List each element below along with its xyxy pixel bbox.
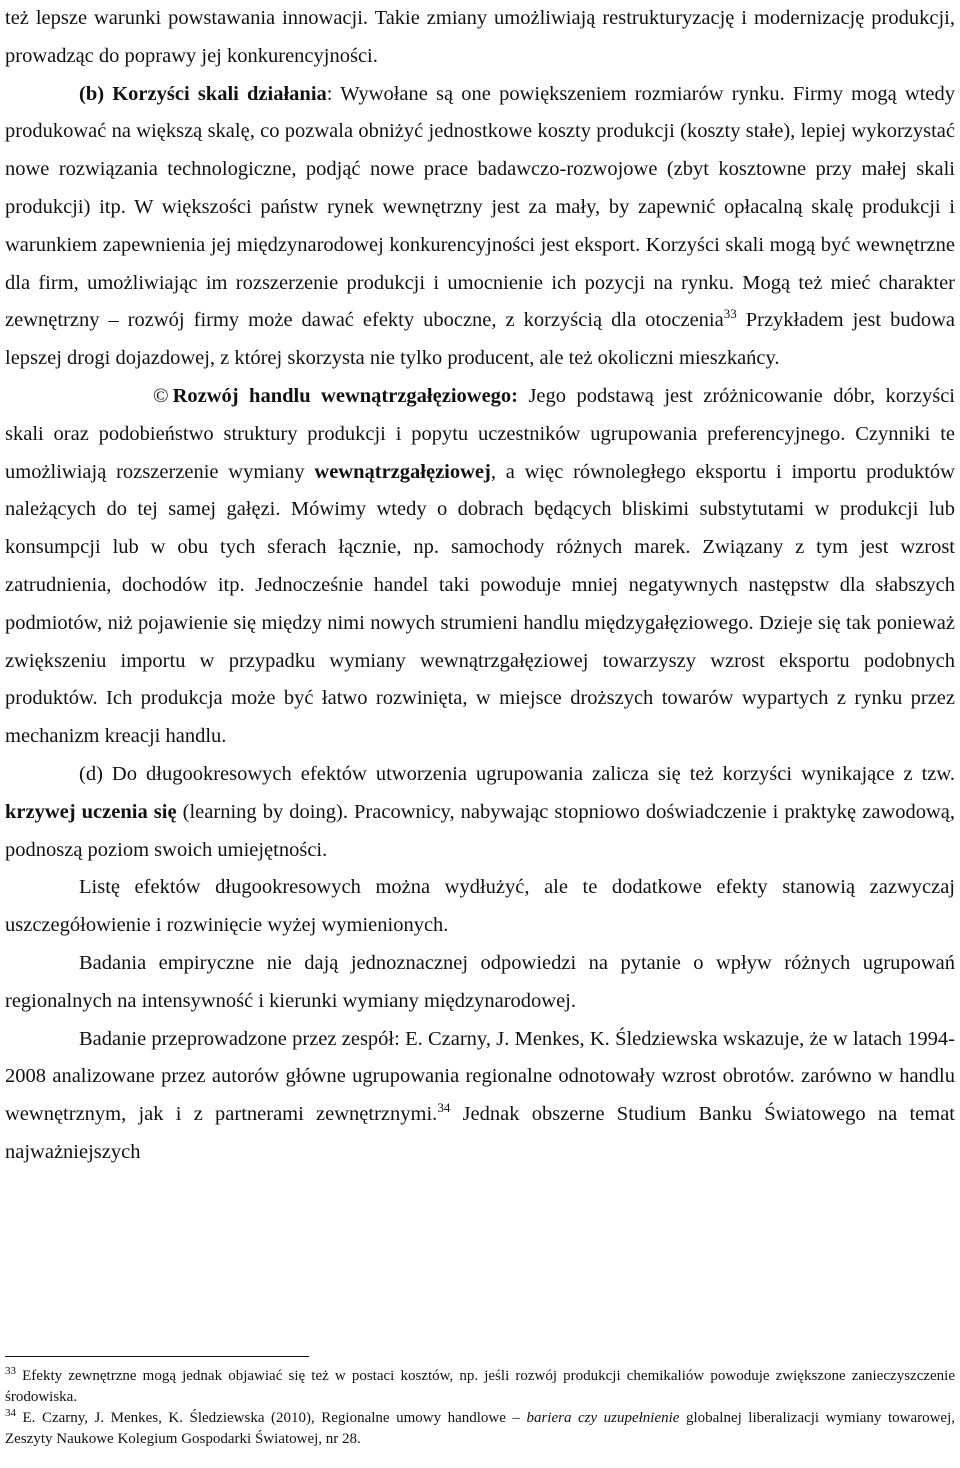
paragraph-innovation: też lepsze warunki powstawania innowacji. Takie zmiany umożliwiają restrukturyzację i modernizację produkcji, prowadząc do poprawy jej konkurencyjności.	[5, 7, 955, 67]
footnote-separator	[5, 1356, 309, 1357]
paragraph-empirical-research: Badania empiryczne nie dają jednoznacznej odpowiedzi na pytanie o wpływ różnych ugrupowań regionalnych na intensywność i kierunki wymiany międzynarodowej.	[5, 951, 955, 1012]
body-text	[5, 0, 955, 1172]
footnote-33: $^{33}$ Efekty zewnętrzne mogą jednak objawiać się też w postaci kosztów, np. jeśli rozwój produkcji chemikaliów powoduje zwiększone zanieczyszczenie środowiska.	[5, 1365, 955, 1405]
paragraph-intra-industry-trade: © Rozwój handlu wewnątrzgałęziowego: Jego podstawą jest zróżnicowanie dóbr, korzyści skali oraz podobieństwo struktury produkcji i popytu uczestników ugrupowania preferencyjnego. Czynniki te umożliwiają rozszerzenie wymiany wewnątrzgałęziowej, a więc równoległego eksportu i importu produktów należących do tej samej gałęzi. Mówimy wtedy o dobrach będących bliskimi substytutami w produkcji lub konsumpcji lub w obu tych sferach łącznie, np. samochody różnych marek. Związany z tym jest wzrost zatrudnienia, dochodów itp. Jednocześnie handel taki powoduje mniej negatywnych następstw dla słabszych podmiotów, niż pojawienie się między nimi nowych strumieni handlu międzygałęziowego. Dzieje się tak ponieważ zwiększeniu importu w przypadku wymiany wewnątrzgałęziowej towarzyszy wzrost eksportu podobnych produktów. Ich produkcja może być łatwo rozwinięta, w miejsce droższych towarów wypartych z rynku przez mechanizm kreacji handlu.	[5, 378, 955, 756]
footnote-ref-34[interactable]: 34	[437, 1100, 451, 1116]
section-label-b: (b) Korzyści skali działania	[79, 82, 327, 105]
footnote-34: $^{34}$ E. Czarny, J. Menkes, K. Śledziewska (2010), Regionalne umowy handlowe – bariera czy uzupełnienie globalnej liberalizacji wymiany towarowej, Zeszyty Naukowe Kolegium Gospodarki Światowej, nr 28.	[5, 1407, 956, 1447]
bold-term-intra-industry: wewnątrzgałęziowej	[314, 460, 491, 483]
bold-term-learning-curve: krzywej uczenia się	[5, 800, 177, 823]
section-label-c: Rozwój handlu wewnątrzgałęziowego:	[172, 384, 519, 407]
paragraph-learning-curve: (d) Do długookresowych efektów utworzenia ugrupowania zalicza się też korzyści wynikające z tzw. krzywej uczenia się (learning by doing). Pracownicy, nabywając stopniowo doświadczenie i praktykę zawodową, podnoszą poziom swoich umiejętności.	[5, 762, 955, 861]
paragraph-long-term-effects: Listę efektów długookresowych można wydłużyć, ale te dodatkowe efekty stanowią zazwyczaj uszczegółowienie i rozwinięcie wyżej wymienionych.	[5, 876, 955, 937]
footnote-italic-title: bariera czy uzupełnienie	[526, 1410, 680, 1426]
paragraph-economies-of-scale: (b) Korzyści skali działania: Wywołane są one powiększeniem rozmiarów rynku. Firmy mogą wtedy produkować na większą skalę, co pozwala obniżyć jednostkowe koszty produkcji (koszty stałe), lepiej wykorzystać nowe rozwiązania technologiczne, podjąć nowe prace badawczo-rozwojowe (zbyt kosztowne przy małej skali produkcji) itp. W większości państw rynek wewnętrzny jest za mały, by zapewnić opłacalną skalę produkcji i warunkiem zapewnienia jej międzynarodowej konkurencyjności jest eksport. Korzyści skali mogą być wewnętrzne dla firm, umożliwiając im rozszerzenie produkcji i umocnienie ich pozycji na rynku. Mogą też mieć charakter zewnętrzny – rozwój firmy może dawać efekty uboczne, z korzyścią dla otoczenia$^{33}$ Przykładem jest budowa lepszej drogi dojazdowej, z której skorzysta nie tylko producent, ale też okoliczni mieszkańcy.	[5, 82, 956, 370]
paragraph-czarny-study: Badanie przeprowadzone przez zespół: E. Czarny, J. Menkes, K. Śledziewska wskazuje, że w latach 1994-2008 analizowane przez autorów główne ugrupowania regionalne odnotowały wzrost obrotów. zarówno w handlu wewnętrznym, jak i z partnerami zewnętrznymi.$^{34}$ Jednak obszerne Studium Banku Światowego na temat najważniejszych	[5, 1027, 955, 1163]
footnote-number-33: 33	[5, 1365, 16, 1377]
footnotes	[5, 1366, 955, 1450]
footnote-ref-33[interactable]: 33	[723, 306, 737, 322]
copyright-icon: ©	[153, 384, 169, 407]
footnote-number-34: 34	[5, 1407, 16, 1419]
